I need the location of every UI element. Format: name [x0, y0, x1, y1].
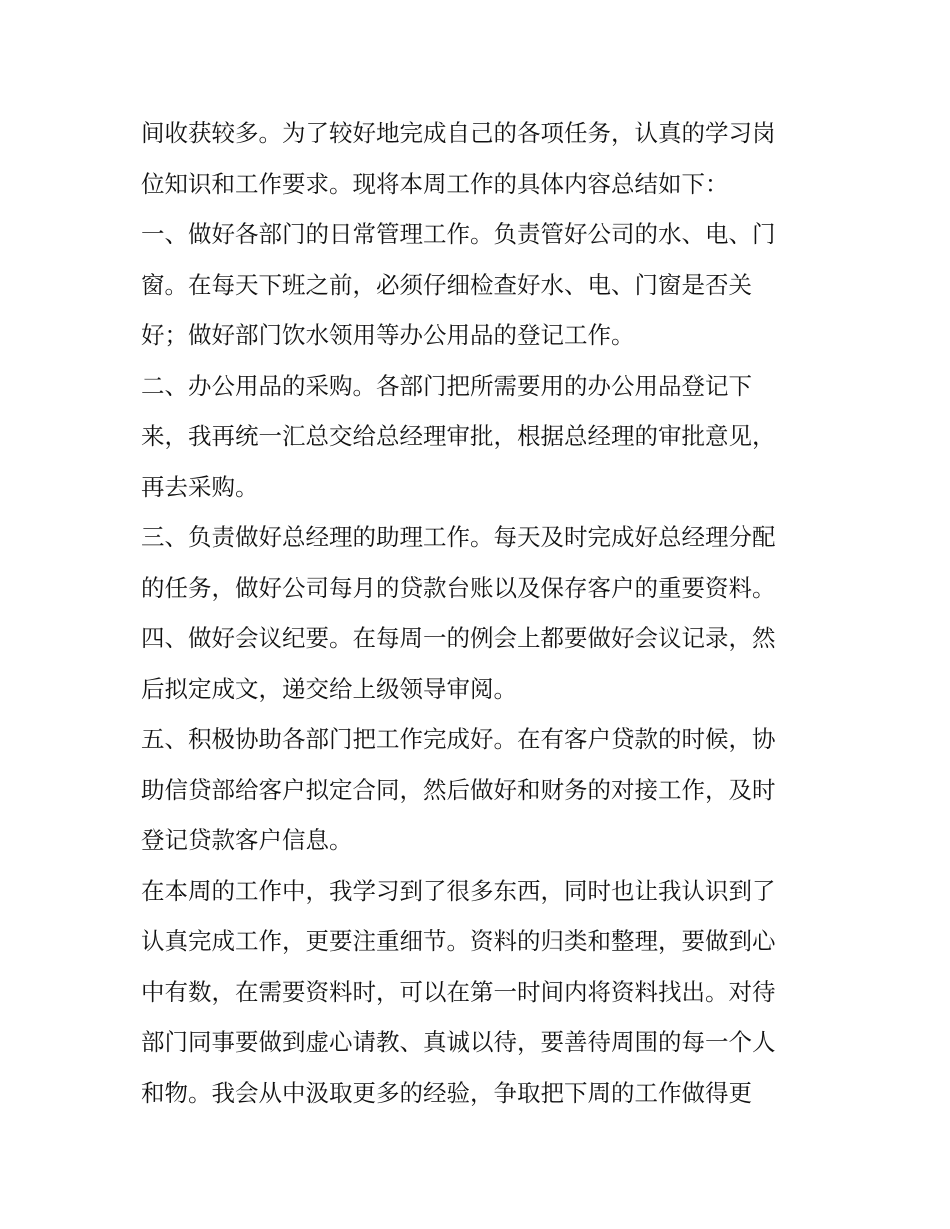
text-line: 窗。在每天下班之前，必须仔细检查好水、电、门窗是否关 — [141, 270, 752, 299]
text-line: 在本周的工作中，我学习到了很多东西，同时也让我认识到了 — [141, 876, 776, 905]
text-line: 认真完成工作，更要注重细节。资料的归类和整理，要做到心 — [141, 927, 776, 955]
text-line: 五、积极协助各部门把工作完成好。在有客户贷款的时候，协 — [141, 725, 776, 753]
text-line: 再去采购。 — [141, 472, 259, 501]
text-line: 一、做好各部门的日常管理工作。负责管好公司的水、电、门 — [141, 220, 776, 248]
text-line: 来，我再统一汇总交给总经理审批，根据总经理的审批意见， — [141, 422, 776, 450]
text-line: 部门同事要做到虚心请教、真诚以待，要善待周围的每一个人 — [141, 1028, 776, 1056]
text-line: 间收获较多。为了较好地完成自己的各项任务，认真的学习岗 — [141, 119, 776, 147]
text-line: 登记贷款客户信息。 — [141, 826, 353, 854]
document-body — [141, 108, 821, 1118]
text-line: 后拟定成文，递交给上级领导审阅。 — [141, 674, 517, 703]
text-line: 中有数，在需要资料时，可以在第一时间内将资料找出。对待 — [141, 977, 776, 1006]
text-line: 的任务，做好公司每月的贷款台账以及保存客户的重要资料。 — [141, 573, 776, 602]
text-line: 四、做好会议纪要。在每周一的例会上都要做好会议记录，然 — [141, 624, 776, 652]
text-line: 二、办公用品的采购。各部门把所需要用的办公用品登记下 — [141, 371, 752, 400]
text-line: 好；做好部门饮水领用等办公用品的登记工作。 — [141, 321, 635, 349]
text-line: 和物。我会从中汲取更多的经验，争取把下周的工作做得更 — [141, 1078, 752, 1107]
text-line: 助信贷部给客户拟定合同，然后做好和财务的对接工作，及时 — [141, 775, 776, 804]
text-line: 位知识和工作要求。现将本周工作的具体内容总结如下： — [141, 169, 729, 198]
text-line: 三、负责做好总经理的助理工作。每天及时完成好总经理分配 — [141, 523, 776, 551]
